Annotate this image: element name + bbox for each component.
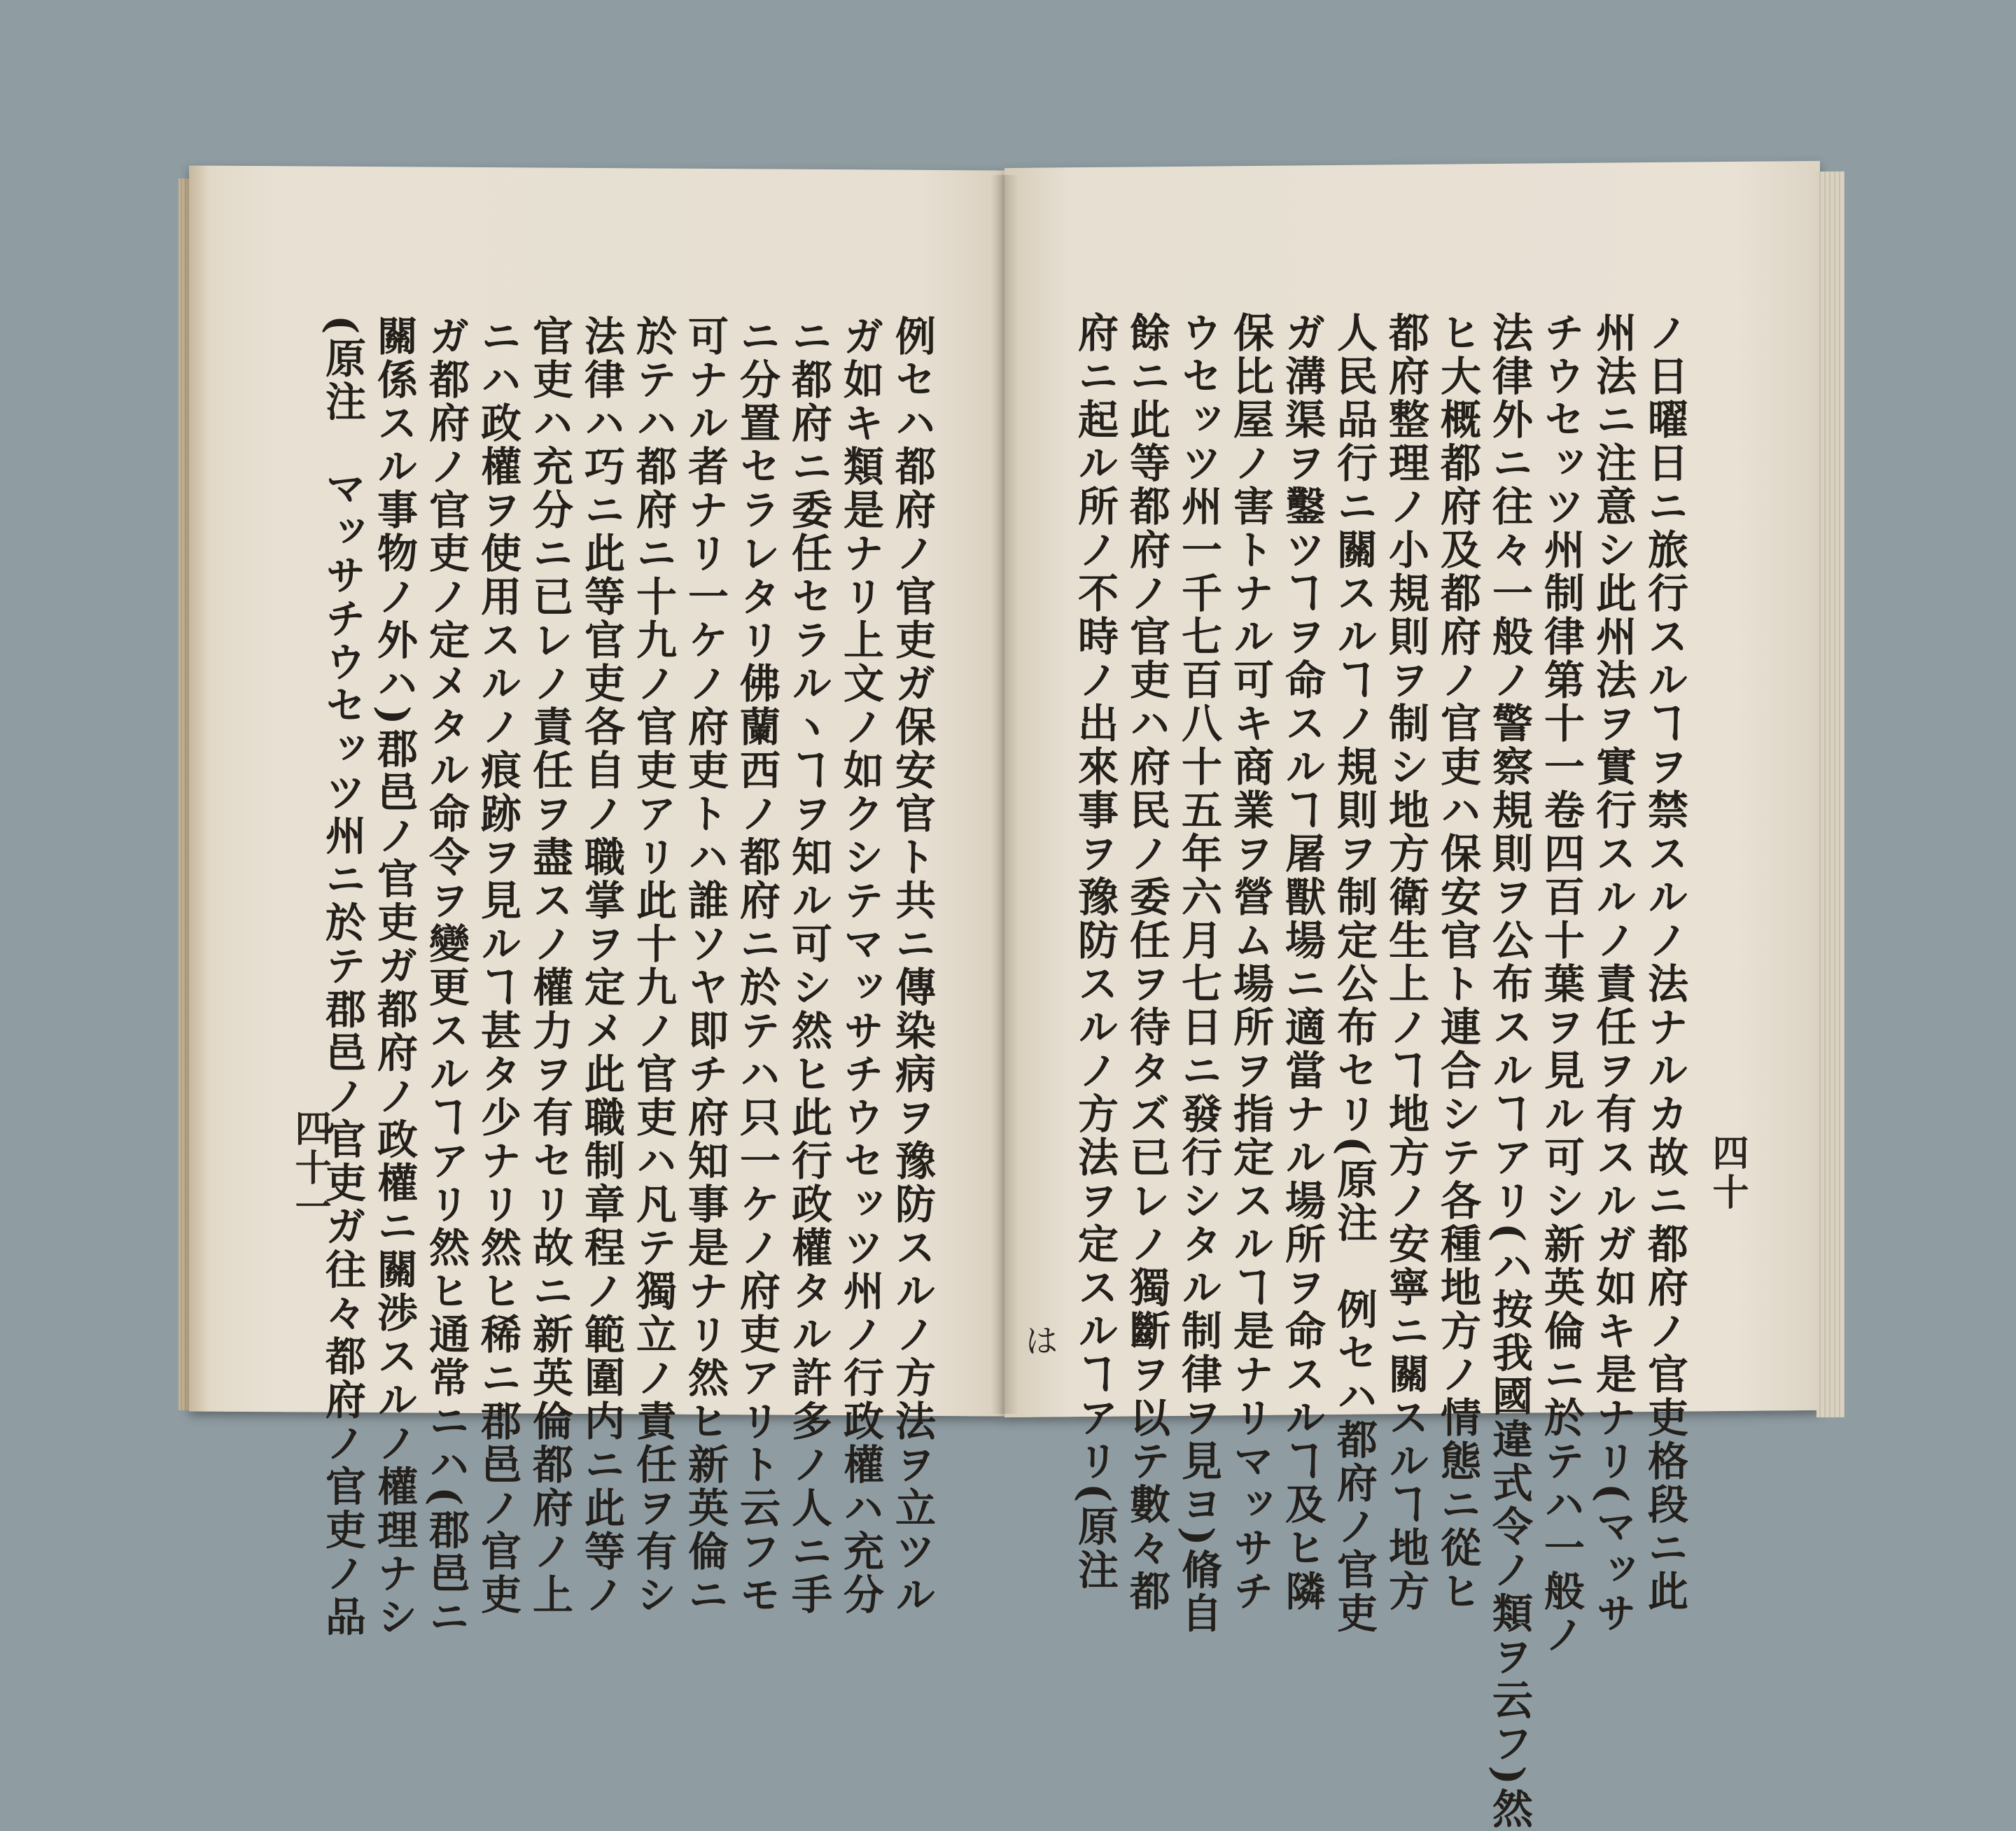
- page-number-right: 四十: [1706, 1134, 1749, 1212]
- page-number-left: 四十一: [288, 1109, 331, 1227]
- text-column: ニハ政權ヲ使用スルノ痕跡ヲ見ルヿ甚タ少ナリ然ヒ稀ニ郡邑ノ官吏: [474, 315, 522, 1617]
- text-column: ガ如キ類是ナリ上文ノ如クシテマッサチウセッツ州ノ行政權ハ充分: [836, 315, 884, 1617]
- book-gutter: [990, 175, 1018, 1414]
- text-column: 法律外ニ往々一般ノ警察規則ヲ公布スルヿアリ(ハ按我國違式令ノ類ヲ云フ)然: [1485, 311, 1533, 1831]
- text-column: 於テハ都府ニ十九ノ官吏アリ此十九ノ官吏ハ凡テ獨立ノ責任ヲ有シ: [629, 315, 677, 1617]
- gutter-handwritten-mark: は: [1026, 1322, 1058, 1360]
- right-page-edges: [1816, 171, 1844, 1417]
- text-column: ニ分置セラレタリ佛蘭西ノ都府ニ於テハ只一ケノ府吏アリト云フモ: [733, 315, 780, 1617]
- text-column: 餘ニ此等都府ノ官吏ハ府民ノ委任ヲ待タズ已レノ獨斷ヲ以テ數々都: [1123, 311, 1170, 1613]
- text-column: チウセッツ州制律第十一卷四百十葉ヲ見ル可シ新英倫ニ於テハ一般ノ: [1537, 311, 1585, 1657]
- text-column: ヒ大概都府及都府ノ官吏ハ保安官ト連合シテ各種地方ノ情態ニ從ヒ: [1434, 311, 1481, 1613]
- text-column: 府ニ起ル所ノ不時ノ出來事ヲ豫防スルノ方法ヲ定スルヿアリ(原注: [1071, 311, 1119, 1592]
- text-column: 保比屋ノ害トナル可キ商業ヲ營ム場所ヲ指定スルヿ是ナリマッサチ: [1226, 311, 1274, 1613]
- text-column: ニ都府ニ委任セラルヽヿヲ知ル可シ然ヒ此行政權タル許多ノ人ニ手: [785, 315, 832, 1617]
- text-column: 官吏ハ充分ニ已レノ責任ヲ盡スノ權力ヲ有セリ故ニ新英倫都府ノ上: [526, 315, 573, 1617]
- left-page-text: [308, 315, 938, 1639]
- text-column: ウセッツ州一千七百八十五年六月七日ニ發行シタル制律ヲ見ヨ)脩自: [1175, 311, 1222, 1636]
- text-column: ガ都府ノ官吏ノ定メタル命令ヲ變更スルヿアリ然ヒ通常ニハ(郡邑ニ: [422, 315, 470, 1639]
- text-column: 都府整理ノ小規則ヲ制シ地方衛生上ノヿ地方ノ安寧ニ關スルヿ地方: [1382, 311, 1429, 1613]
- text-column: 州法ニ注意シ此州法ヲ實行スルノ責任ヲ有スルガ如キ是ナリ(マッサ: [1589, 311, 1637, 1636]
- text-column: 關係スル事物ノ外ハ)郡邑ノ官吏ガ都府ノ政權ニ關渉スルノ權理ナシ: [370, 315, 418, 1639]
- text-column: 例セハ都府ノ官吏ガ保安官ト共ニ傳染病ヲ豫防スルノ方法ヲ立ツル: [888, 315, 936, 1617]
- text-column: 可ナル者ナリ一ケノ府吏トハ誰ソヤ即チ府知事是ナリ然ヒ新英倫ニ: [681, 315, 729, 1617]
- text-column: (原注 マッサチウセッツ州ニ於テ郡邑ノ官吏ガ往々都府ノ官吏ノ品: [318, 315, 366, 1639]
- text-column: ガ溝渠ヲ鑿ツヿヲ命スルヿ屠獸場ニ適當ナル場所ヲ命スルヿ及ヒ隣: [1278, 311, 1326, 1613]
- text-column: 人民品行ニ關スルヿノ規則ヲ制定公布セリ(原注 例セハ都府ノ官吏: [1330, 311, 1378, 1636]
- text-column: 法律ハ巧ニ此等官吏各自ノ職掌ヲ定メ此職制章程ノ範圍内ニ此等ノ: [578, 315, 625, 1617]
- text-column: ノ日曜日ニ旅行スルヿヲ禁スルノ法ナルカ故ニ都府ノ官吏格段ニ此: [1641, 311, 1688, 1613]
- right-page-text: [1071, 311, 1690, 1831]
